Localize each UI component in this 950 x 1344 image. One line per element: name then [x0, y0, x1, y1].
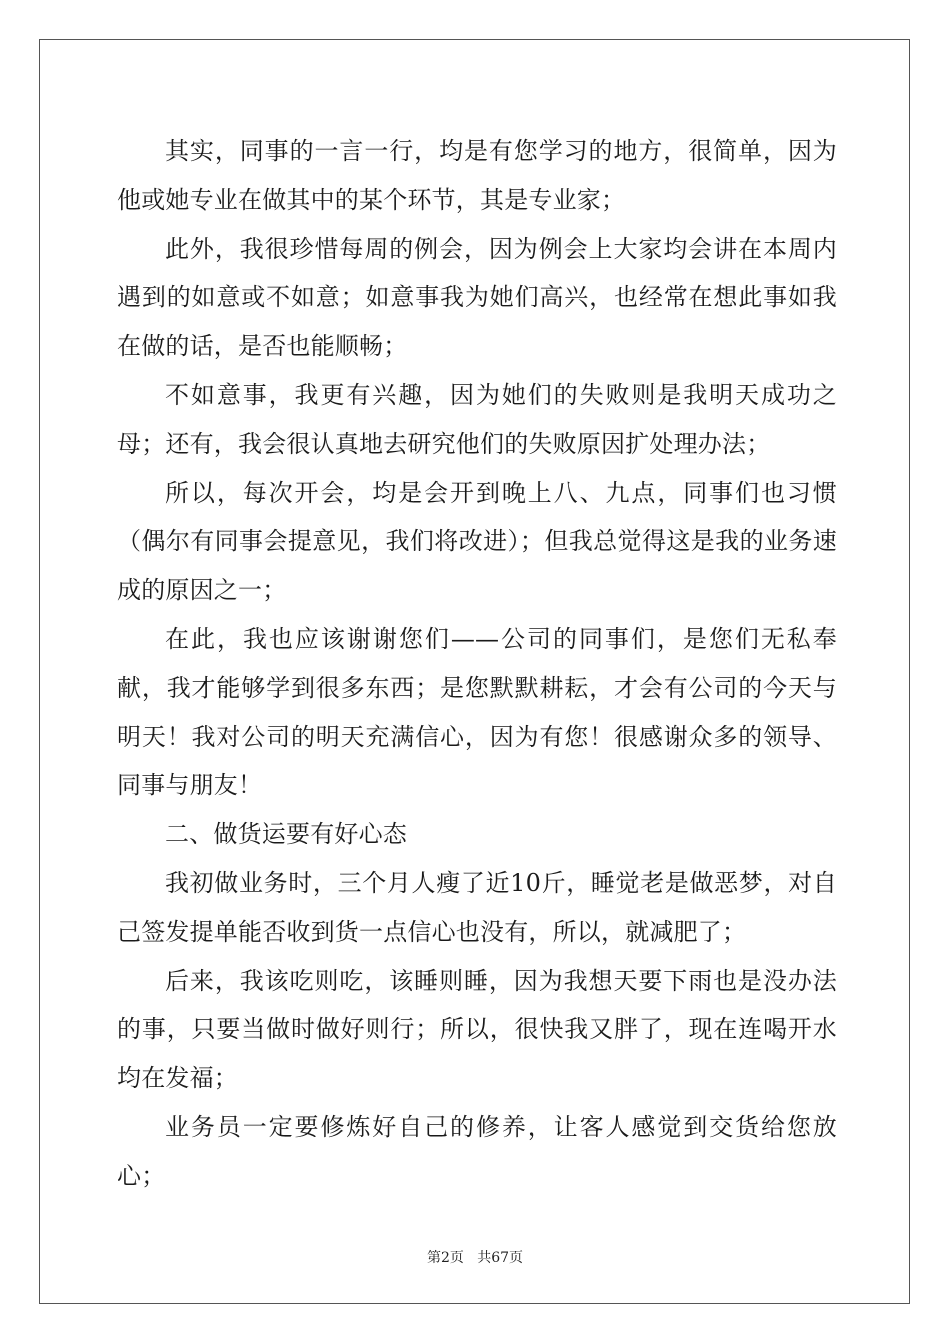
- section-heading: 二、做货运要有好心态: [165, 820, 407, 849]
- paragraph: 后来，我该吃则吃，该睡则睡，因为我想天要下雨也是没办法的事，只要当做时做好则行；所以，很快我又胖了，现在连喝开水均在发福；: [117, 966, 837, 1093]
- paragraph: 业务员一定要修炼好自己的修养，让客人感觉到交货给您放心；: [117, 1112, 837, 1190]
- paragraph: 此外，我很珍惜每周的例会，因为例会上大家均会讲在本周内遇到的如意或不如意；如意事我为她们高兴，也经常在想此事如我在做的话，是否也能顺畅；: [117, 234, 837, 361]
- page-number-footer: 第2页 共67页: [426, 1250, 524, 1266]
- document-body: [117, 127, 837, 1201]
- paragraph: 我初做业务时，三个月人瘦了近10斤，睡觉老是做恶梦，对自己签发提单能否收到货一点信心也没有，所以，就减肥了；: [117, 868, 837, 946]
- paragraph: 不如意事，我更有兴趣，因为她们的失败则是我明天成功之母；还有，我会很认真地去研究他们的失败原因扩处理办法；: [117, 380, 837, 458]
- paragraph: 其实，同事的一言一行，均是有您学习的地方，很简单，因为他或她专业在做其中的某个环节，其是专业家；: [117, 137, 837, 214]
- paragraph: 所以，每次开会，均是会开到晚上八、九点，同事们也习惯（偶尔有同事会提意见，我们将改进）；但我总觉得这是我的业务速成的原因之一；: [117, 478, 837, 605]
- paragraph: 在此，我也应该谢谢您们——公司的同事们，是您们无私奉献，我才能够学到很多东西；是您默默耕耘，才会有公司的今天与明天！我对公司的明天充满信心，因为有您！很感谢众多的领导、同事与朋友！: [117, 624, 837, 800]
